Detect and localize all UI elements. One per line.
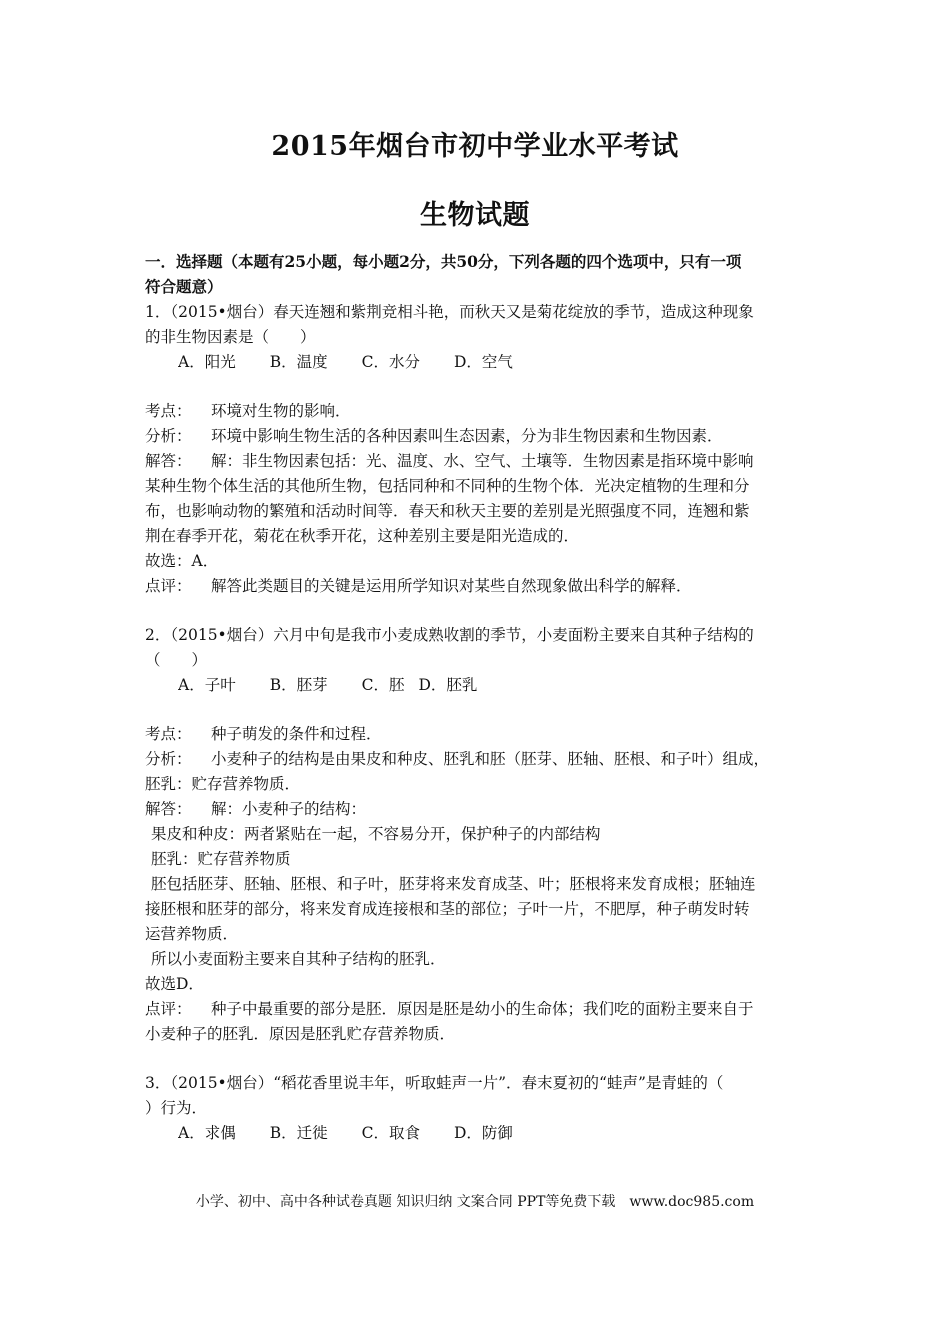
section-header: 一．选择题（本题有25小题，每小题2分，共50分，下列各题的四个选项中，只有一项 xyxy=(145,252,742,271)
q1-fenxi-text: 环境中影响生物生活的各种因素叫生态因素，分为非生物因素和生物因素． xyxy=(211,427,723,445)
q3-option-c: C．取食 xyxy=(361,1124,420,1142)
q1-stem: 1．（2015•烟台）春天连翘和紫荆竞相斗艳，而秋天又是菊花绽放的季节，造成这种现象 xyxy=(145,303,754,321)
q2-option-d: D．胚乳 xyxy=(418,676,478,694)
q1-jieda-line-2: 某种生物个体生活的其他所生物，包括同种和不同种的生物个体．光决定植物的生理和分 xyxy=(145,477,750,495)
page-footer: 小学、初中、高中各种试卷真题 知识归纳 文案合同 PPT等免费下载 www.doc985.com xyxy=(195,1194,755,1210)
q1-stem-cont: 的非生物因素是（ ） xyxy=(145,328,316,346)
q2-kaodian xyxy=(145,723,815,745)
q2-jieda-line-4: 胚包括胚芽、胚轴、胚根、和子叶，胚芽将来发育成茎、叶；胚根将来发育成根；胚轴连 xyxy=(151,875,756,893)
fenxi-label: 分析： xyxy=(145,750,192,768)
q1-answer: 故选：A． xyxy=(145,552,219,570)
q3-stem-cont: ）行为． xyxy=(145,1099,208,1117)
exam-title: 2015年烟台市初中学业水平考试 xyxy=(271,131,679,162)
q2-dianping xyxy=(145,998,815,1020)
q3-option-b: B．迁徙 xyxy=(269,1124,328,1142)
q1-jieda-line-3: 布，也影响动物的繁殖和活动时间等．春天和秋天主要的差别是光照强度不同，连翘和紫 xyxy=(145,502,750,520)
q2-option-c: C．胚 xyxy=(361,676,405,694)
jieda-label: 解答： xyxy=(145,452,192,470)
q2-fenxi-text: 小麦种子的结构是由果皮和种皮、胚乳和胚（胚芽、胚轴、胚根、和子叶）组成， xyxy=(211,750,770,768)
q1-kaodian xyxy=(145,400,815,422)
q3-stem: 3．（2015•烟台）“稻花香里说丰年，听取蛙声一片”．春末夏初的“蛙声”是青蛙的（ xyxy=(145,1074,724,1092)
exam-subtitle: 生物试题 xyxy=(420,200,530,231)
fenxi-label: 分析： xyxy=(145,427,192,445)
q2-stem-cont: （ ） xyxy=(145,651,208,669)
q1-option-a: A．阳光 xyxy=(178,353,236,371)
kaodian-label: 考点： xyxy=(145,725,192,743)
q2-jieda-line-6: 运营养物质． xyxy=(145,925,239,943)
q1-fenxi xyxy=(145,425,815,447)
dianping-label: 点评： xyxy=(145,577,192,595)
q2-stem: 2．（2015•烟台）六月中旬是我市小麦成熟收割的季节，小麦面粉主要来自其种子结构的 xyxy=(145,626,754,644)
q2-jieda-line-3: 胚乳：贮存营养物质 xyxy=(151,850,291,868)
q1-dianping-text: 解答此类题目的关键是运用所学知识对某些自然现象做出科学的解释． xyxy=(211,577,692,595)
q2-jieda xyxy=(145,798,815,820)
q1-kaodian-text: 环境对生物的影响． xyxy=(211,402,351,420)
q2-jieda-line-5: 接胚根和胚芽的部分，将来发育成连接根和茎的部位；子叶一片，不肥厚，种子萌发时转 xyxy=(145,900,750,918)
kaodian-label: 考点： xyxy=(145,402,192,420)
q2-dianping-text: 种子中最重要的部分是胚．原因是胚是幼小的生命体；我们吃的面粉主要来自于 xyxy=(211,1000,754,1018)
q2-options xyxy=(178,674,848,696)
q2-fenxi-line-2: 胚乳：贮存营养物质． xyxy=(145,775,301,793)
q1-jieda xyxy=(145,450,815,472)
q1-options xyxy=(178,351,848,373)
q1-dianping xyxy=(145,575,815,597)
q1-option-d: D．空气 xyxy=(453,353,513,371)
q2-answer: 故选D． xyxy=(145,975,204,993)
q3-option-d: D．防御 xyxy=(453,1124,513,1142)
q2-dianping-line-2: 小麦种子的胚乳．原因是胚乳贮存营养物质． xyxy=(145,1025,456,1043)
jieda-label: 解答： xyxy=(145,800,192,818)
q2-option-b: B．胚芽 xyxy=(269,676,328,694)
q1-jieda-text: 解：非生物因素包括：光、温度、水、空气、土壤等．生物因素是指环境中影响 xyxy=(211,452,754,470)
q2-jieda-line-2: 果皮和种皮：两者紧贴在一起，不容易分开，保护种子的内部结构 xyxy=(151,825,601,843)
q2-jieda-text: 解：小麦种子的结构： xyxy=(211,800,367,818)
q1-option-b: B．温度 xyxy=(269,353,328,371)
q2-jieda-line-7: 所以小麦面粉主要来自其种子结构的胚乳． xyxy=(151,950,446,968)
q2-fenxi xyxy=(145,748,815,770)
q1-option-c: C．水分 xyxy=(361,353,420,371)
q3-options xyxy=(178,1122,848,1144)
q1-jieda-line-4: 荆在春季开花，菊花在秋季开花，这种差别主要是阳光造成的． xyxy=(145,527,580,545)
q2-kaodian-text: 种子萌发的条件和过程． xyxy=(211,725,382,743)
section-header-cont: 符合题意） xyxy=(145,277,223,296)
q2-option-a: A．子叶 xyxy=(178,676,236,694)
q3-option-a: A．求偶 xyxy=(178,1124,236,1142)
dianping-label: 点评： xyxy=(145,1000,192,1018)
